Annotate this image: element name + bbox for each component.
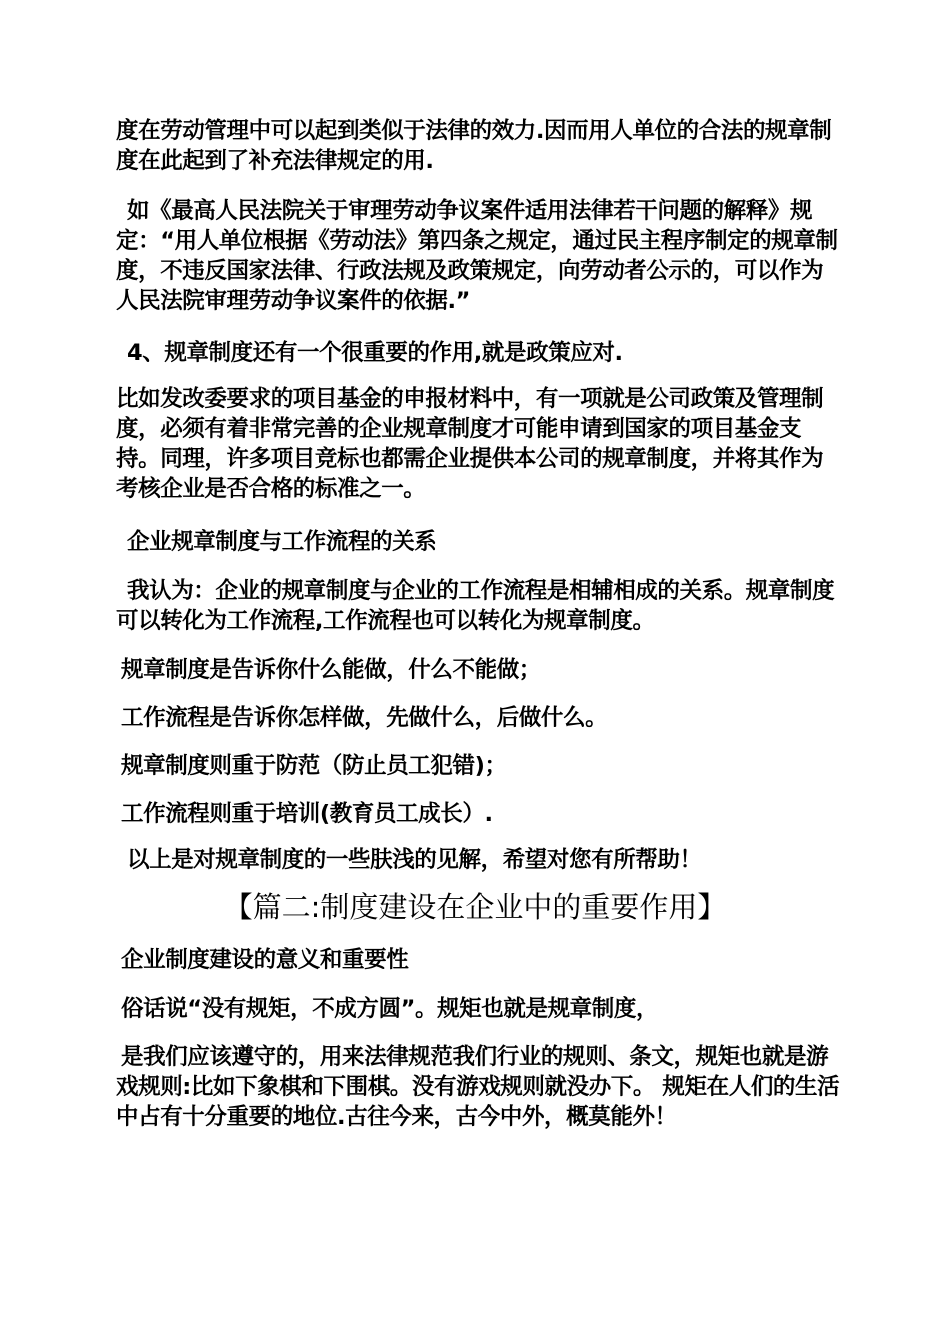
- paragraph-closing-remark: 以上是对规章制度的一些肤浅的见解，希望对您有所帮助！: [127, 847, 702, 873]
- section-heading: 【篇二:制度建设在企业中的重要作用】: [223, 890, 727, 924]
- paragraph-my-view: 我认为：企业的规章制度与企业的工作流程是相辅相成的关系。规章制度可以转化为工作流程,工作流程也可以转化为规章制度。: [116, 578, 835, 634]
- paragraph-legal-effect: 度在劳动管理中可以起到类似于法律的效力.因而用人单位的合法的规章制度在此起到了补充法律规定的用.: [116, 118, 832, 174]
- paragraph-workflow-tell-how: 工作流程是告诉你怎样做，先做什么，后做什么。: [121, 705, 608, 731]
- subheading-rules-and-workflow: 企业规章制度与工作流程的关系: [127, 529, 437, 555]
- paragraph-project-fund-example: 比如发改委要求的项目基金的申报材料中，有一项就是公司政策及管理制度，必须有着非常完善的企业规章制度才可能申请到国家的项目基金支持。同理，许多项目竞标也都需企业提供本公司的规章制度，并将其作为考核企业是否合格的标准之一。: [116, 386, 824, 502]
- paragraph-point-4: 4、规章制度还有一个很重要的作用,就是政策应对.: [127, 340, 623, 366]
- paragraph-rules-prevention: 规章制度则重于防范（防止员工犯错)；: [121, 753, 507, 779]
- paragraph-rules-tell-what: 规章制度是告诉你什么能做，什么不能做；: [121, 657, 541, 683]
- paragraph-court-interpretation: 如《最高人民法院关于审理劳动争议案件适用法律若干问题的解释》规定：“用人单位根据《劳动法》第四条之规定，通过民主程序制定的规章制度，不违反国家法律、行政法规及政策规定，向劳动者公示的，可以作为人民法院审理劳动争议案件的依据.”: [116, 198, 838, 314]
- paragraph-proverb: 俗话说“没有规矩，不成方圆”。规矩也就是规章制度，: [121, 996, 659, 1022]
- paragraph-rules-of-game: 是我们应该遵守的，用来法律规范我们行业的规则、条文，规矩也就是游戏规则:比如下象棋和下围棋。没有游戏规则就没办下。 规矩在人们的生活中占有十分重要的地位.古往今来，古今中外，概莫能外！: [116, 1044, 840, 1130]
- subheading-system-building-significance: 企业制度建设的意义和重要性: [121, 947, 409, 973]
- paragraph-workflow-training: 工作流程则重于培训(教育员工成长）.: [121, 801, 493, 827]
